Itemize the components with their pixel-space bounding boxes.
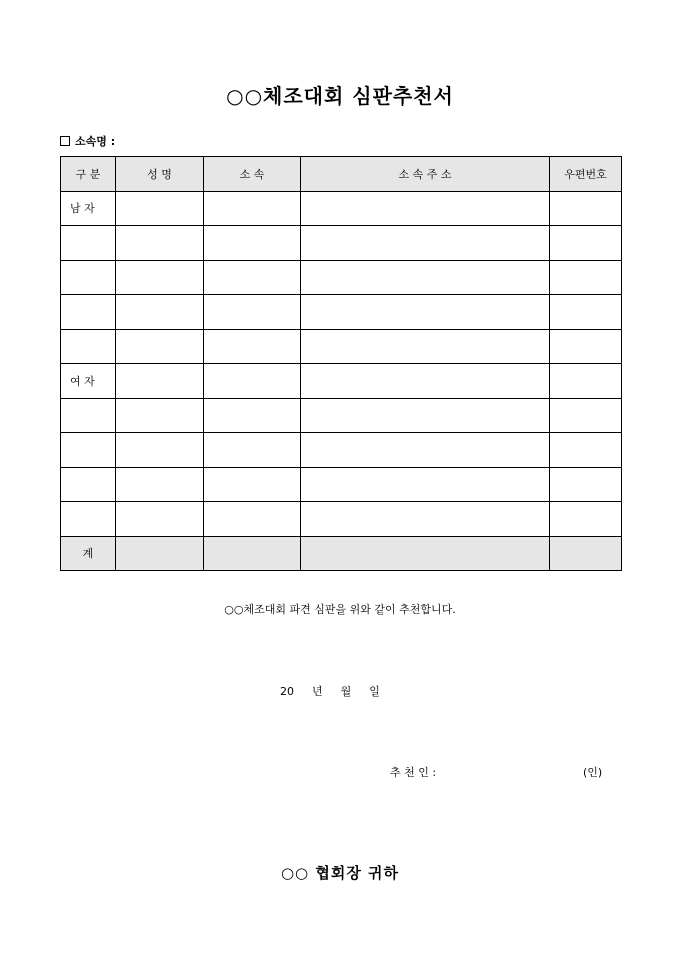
total-label: 계 [61,536,116,571]
table-row [61,295,622,330]
postal-code-cell[interactable] [550,226,622,261]
category-cell [61,329,116,364]
header-address: 소 속 주 소 [301,157,550,192]
name-cell[interactable] [116,191,204,226]
name-cell[interactable] [116,433,204,468]
affiliation-cell[interactable] [204,191,301,226]
postal-code-cell[interactable] [550,398,622,433]
organization-line [60,133,115,149]
postal-code-cell[interactable] [550,467,622,502]
name-cell[interactable] [116,295,204,330]
category-cell [61,295,116,330]
category-cell [61,433,116,468]
date-year: 20 [280,685,294,698]
total-postal-code-cell[interactable] [550,536,622,571]
name-cell[interactable] [116,226,204,261]
name-cell[interactable] [116,329,204,364]
postal-code-cell[interactable] [550,191,622,226]
name-cell[interactable] [116,502,204,537]
recommender-label: 추 천 인 : [390,766,437,779]
table-row [61,260,622,295]
affiliation-cell[interactable] [204,295,301,330]
address-cell[interactable] [301,467,550,502]
address-cell[interactable] [301,260,550,295]
total-address-cell[interactable] [301,536,550,571]
postal-code-cell[interactable] [550,260,622,295]
table-header-row [61,157,622,192]
address-cell[interactable] [301,226,550,261]
affiliation-cell[interactable] [204,502,301,537]
postal-code-cell[interactable] [550,433,622,468]
header-affiliation: 소 속 [204,157,301,192]
postal-code-cell[interactable] [550,502,622,537]
postal-code-cell[interactable] [550,329,622,364]
affiliation-cell[interactable] [204,433,301,468]
address-cell[interactable] [301,364,550,399]
table-row [61,226,622,261]
seal-label: (인) [583,766,603,779]
total-affiliation-cell[interactable] [204,536,301,571]
name-cell[interactable] [116,398,204,433]
category-cell: 여 자 [61,364,116,399]
date-day-unit: 일 [369,685,380,698]
address-cell[interactable] [301,329,550,364]
name-cell[interactable] [116,364,204,399]
table-row [61,191,622,226]
addressee: ○○ 협회장 귀하 [280,864,400,882]
category-cell [61,260,116,295]
address-cell[interactable] [301,398,550,433]
affiliation-cell[interactable] [204,226,301,261]
address-cell[interactable] [301,433,550,468]
name-cell[interactable] [116,260,204,295]
total-name-cell[interactable] [116,536,204,571]
recommendation-statement: ○○체조대회 파견 심판을 위와 같이 추천합니다. [224,603,456,616]
affiliation-cell[interactable] [204,260,301,295]
organization-label: 소속명 : [75,135,116,148]
table-row [61,364,622,399]
postal-code-cell[interactable] [550,364,622,399]
address-cell[interactable] [301,502,550,537]
header-postal-code: 우편번호 [550,157,622,192]
referee-table [60,156,622,571]
date-year-unit: 년 [312,685,323,698]
total-row [61,536,622,571]
header-category: 구 분 [61,157,116,192]
address-cell[interactable] [301,295,550,330]
affiliation-cell[interactable] [204,364,301,399]
category-cell: 남 자 [61,191,116,226]
document-title: ○○체조대회 심판추천서 [226,84,454,108]
date-month-unit: 월 [340,685,352,698]
table-row [61,398,622,433]
category-cell [61,398,116,433]
affiliation-cell[interactable] [204,398,301,433]
address-cell[interactable] [301,191,550,226]
checkbox-square-icon [60,136,70,146]
table-row [61,467,622,502]
table-row [61,329,622,364]
date-line [280,683,398,699]
name-cell[interactable] [116,467,204,502]
header-name: 성 명 [116,157,204,192]
affiliation-cell[interactable] [204,467,301,502]
table-row [61,433,622,468]
category-cell [61,467,116,502]
category-cell [61,226,116,261]
postal-code-cell[interactable] [550,295,622,330]
table-row [61,502,622,537]
affiliation-cell[interactable] [204,329,301,364]
category-cell [61,502,116,537]
